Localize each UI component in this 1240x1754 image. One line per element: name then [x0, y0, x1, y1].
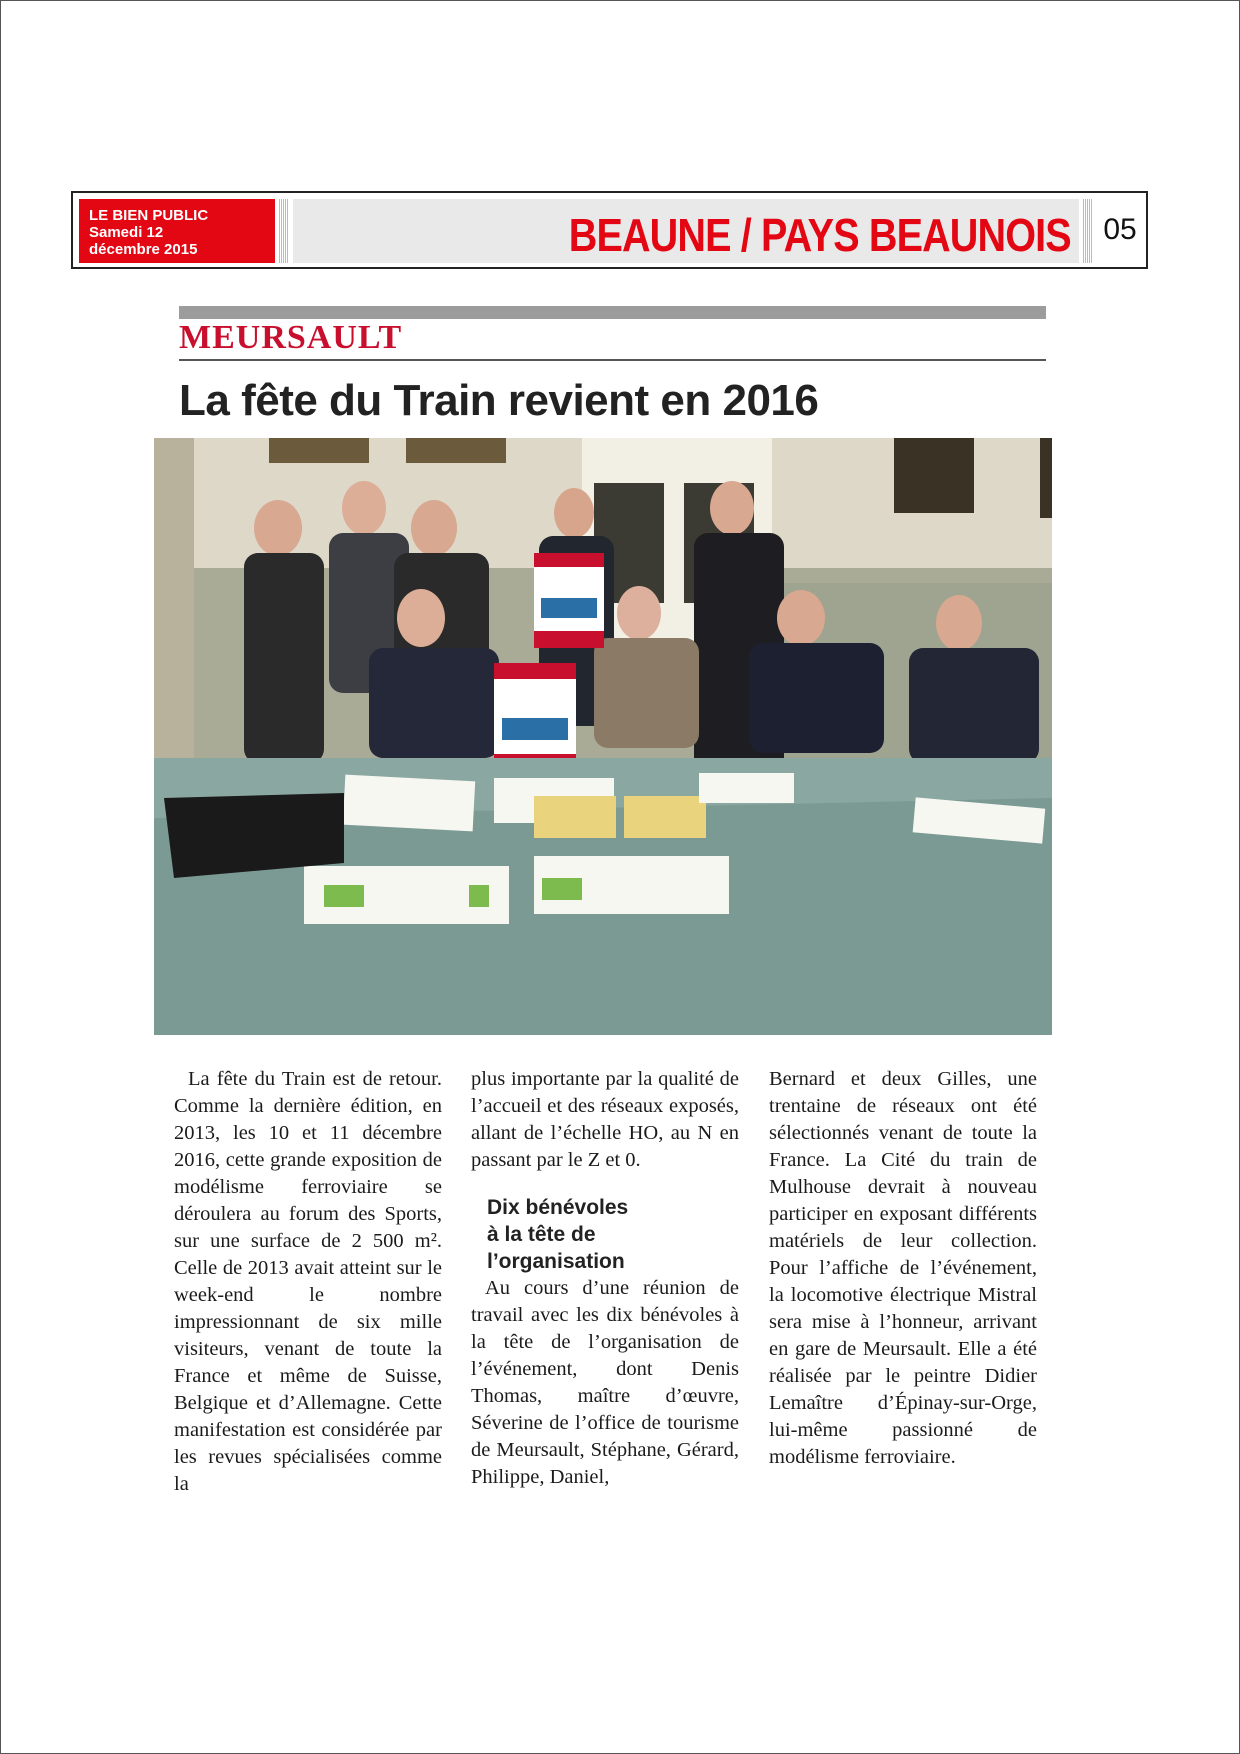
header-separator-left: [279, 199, 289, 263]
article-column-1: [174, 1066, 442, 1498]
section-title: BEAUNE / PAYS BEAUNOIS: [568, 209, 1071, 261]
page-header: [71, 191, 1148, 269]
article-paragraph: plus importante par la qualité de l’accueil et des réseaux exposés, allant de l’échelle HO, au N en passant par le Z et 0.: [471, 1068, 739, 1171]
article-column-2: [471, 1066, 739, 1491]
article-paragraph: Au cours d’une réunion de travail avec les dix bénévoles à la tête de l’organisation de l’événement, dont Denis Thomas, maître d’œuvre, Séverine de l’office de tourisme de Meursault, Stéphane, Gérard, Philippe, Daniel,: [471, 1277, 739, 1488]
subheading-line-2: à la tête de l’organisation: [487, 1223, 625, 1273]
article-paragraph: La fête du Train est de retour. Comme la dernière édition, en 2013, les 10 et 11 décembre 2016, cette grande exposition de modélisme ferroviaire se déroulera au forum des Sports, sur une surface de 2 500 m². Celle de 2013 avait atteint sur le week-end le nombre impressionnant de six mille visiteurs, venant de toute la France et même de Suisse, Belgique et d’Allemagne. Cette manifestation est considérée par les revues spécialisées comme la: [174, 1068, 442, 1495]
paper-name: LE BIEN PUBLIC: [89, 207, 209, 224]
article-paragraph: Bernard et deux Gilles, une trentaine de réseaux ont été sélectionnés venant de toute la France. La Cité du train de Mulhouse devrait à nouveau participer en exposant différents matériels de leur collection. Pour l’affiche de l’événement, la locomotive électrique Mistral sera mise à l’honneur, arrivant en gare de Meursault. Elle a été réalisée par le peintre Didier Lemaître d’Épinay-sur-Orge, lui-même passionné de modélisme ferroviaire.: [769, 1068, 1037, 1468]
article-rubric: MEURSAULT: [179, 319, 403, 356]
section-bar: [293, 199, 1079, 263]
rubric-underline: [179, 359, 1046, 361]
article-headline: La fête du Train revient en 2016: [179, 376, 819, 425]
subheading-line-1: Dix bénévoles: [487, 1196, 629, 1219]
article-subheading: [487, 1194, 739, 1275]
date-line-2: décembre 2015: [89, 241, 198, 258]
newspaper-masthead: [79, 199, 275, 263]
article-photo: [154, 438, 1052, 1035]
date-line-1: Samedi 12: [89, 224, 164, 241]
article-column-3: [769, 1066, 1037, 1471]
page-number: 05: [1103, 213, 1137, 246]
header-separator-right: [1083, 199, 1093, 263]
